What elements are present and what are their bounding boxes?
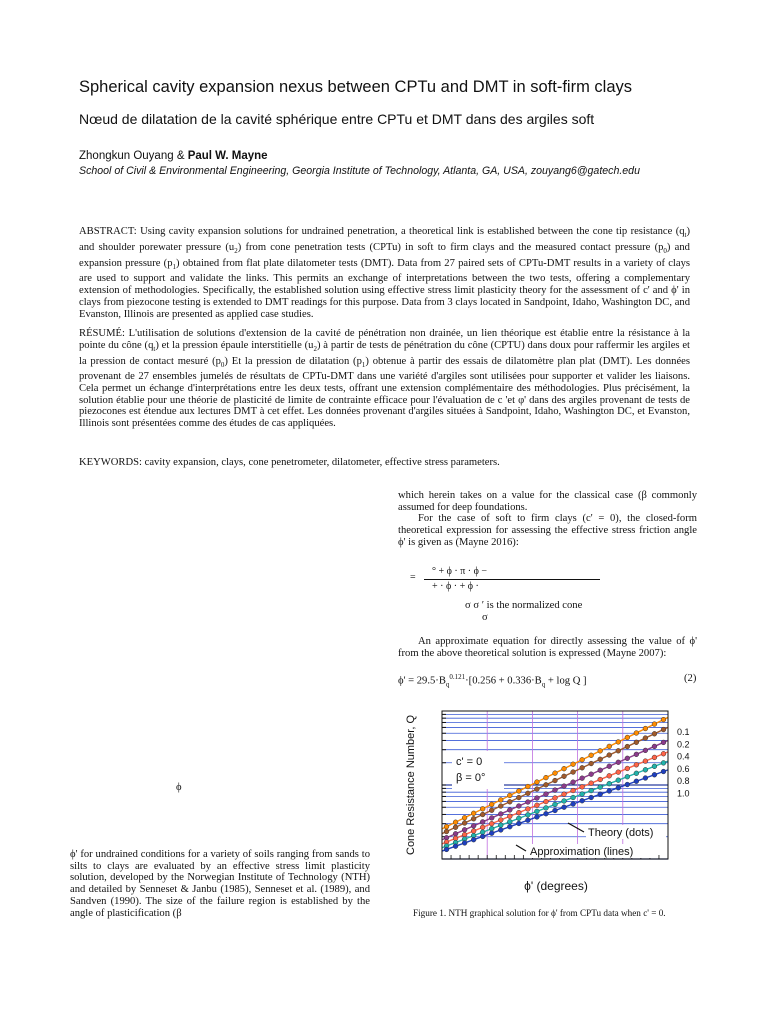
equation-2-number: (2) (684, 673, 697, 684)
legend-label-0.6: 0.6 (677, 763, 690, 774)
series-point-1.0 (507, 824, 512, 829)
series-point-0.8 (661, 760, 666, 765)
series-point-0.8 (507, 819, 512, 824)
series-point-1.0 (516, 821, 521, 826)
series-point-0.6 (571, 788, 576, 793)
series-point-0.8 (598, 785, 603, 790)
series-point-0.2 (652, 731, 657, 736)
series-point-0.6 (525, 807, 530, 812)
paper-subtitle: Nœud de dilatation de la cavité sphérique entre CPTu et DMT dans des argiles soft (79, 111, 595, 127)
series-point-0.8 (553, 802, 558, 807)
series-point-0.1 (525, 784, 530, 789)
series-point-1.0 (444, 847, 449, 852)
series-point-0.1 (589, 753, 594, 758)
series-point-0.6 (462, 832, 467, 837)
series-point-0.2 (444, 829, 449, 834)
series-point-0.4 (571, 780, 576, 785)
series-point-0.6 (516, 810, 521, 815)
resume-paragraph: RÉSUMÉ: L'utilisation de solutions d'extension de la cavité de pénétration non drainée, un lien théorique est établie entre la résistance à la pointe du cône $(q_t)$ et la pression épaule interstitielle $(u_2)$ à partir de tests de pénétration du cône (CPTU) dans doux pour raffermir les argiles et la pression de contact mesuré $(p_0)$ Et la pression de dilatation $(p_1)$ obtenue à partir des essais de dilatomètre plan plat (DMT). Les données provenant de 27 ensembles jumelés de résultats de CPTu-DMT dans une variété d'argiles sont utilisées pour supporter et valider les liaisons. Cela permet un échange d'interprétations entre les deux tests, offrant une extension complémentaire des méthodologies. Plus précisément, la solution établie pour une théorie de plasticité de limite de contrainte efficace pour l'évaluation de c 'et φ' dans des argiles provenant de tests de piezocones est étendue aux lectures DMT à cet effet. Les données provenant d'argiles situées à Sandpoint, Idaho, Washington DC, et Evanston, Illinois sont présentées comme des études de cas appliquées. (79, 328, 690, 430)
series-point-0.1 (471, 811, 476, 816)
author-second: Paul W. Mayne (187, 150, 268, 162)
series-point-0.1 (625, 735, 630, 740)
series-point-1.0 (562, 805, 567, 810)
series-point-0.4 (507, 808, 512, 813)
series-point-0.2 (553, 778, 558, 783)
right-para-2: For the case of soft to firm clays (c' = 0), the closed-form theoretical expression for assessing the effective stress friction angle ϕ' is given as (Mayne 2016): (398, 513, 697, 548)
series-point-0.2 (562, 774, 567, 779)
series-point-1.0 (462, 841, 467, 846)
series-point-0.2 (471, 816, 476, 821)
series-point-0.2 (607, 753, 612, 758)
series-point-0.1 (453, 820, 458, 825)
series-point-0.4 (453, 831, 458, 836)
paper-title: Spherical cavity expansion nexus between CPTu and DMT in soft-firm clays (79, 78, 632, 96)
series-point-0.4 (589, 772, 594, 777)
approx-arrow (516, 845, 526, 851)
equation-1: = ° + ϕ · π · ϕ − + · ϕ · + ϕ · (410, 566, 610, 596)
series-point-0.8 (562, 799, 567, 804)
series-point-0.6 (643, 759, 648, 764)
series-point-0.1 (661, 717, 666, 722)
series-point-0.8 (544, 806, 549, 811)
series-point-1.0 (535, 815, 540, 820)
legend-label-0.1: 0.1 (677, 727, 690, 737)
series-point-0.8 (652, 764, 657, 769)
series-point-0.1 (562, 766, 567, 771)
series-point-0.1 (634, 731, 639, 736)
series-point-1.0 (553, 808, 558, 813)
series-point-0.6 (535, 803, 540, 808)
series-point-0.1 (535, 780, 540, 785)
series-point-0.1 (544, 775, 549, 780)
series-point-0.6 (598, 777, 603, 782)
series-point-0.6 (607, 773, 612, 778)
series-point-0.2 (643, 736, 648, 741)
series-point-0.6 (471, 829, 476, 834)
series-point-0.8 (571, 795, 576, 800)
legend-label-0.2: 0.2 (677, 739, 690, 750)
annotation-beta: β = 0° (456, 772, 486, 784)
right-para-1: which herein takes on a value for the classical case (β commonly assumed for deep foundations. (398, 490, 697, 513)
series-point-0.6 (634, 762, 639, 767)
series-point-0.2 (525, 791, 530, 796)
series-point-0.1 (652, 722, 657, 727)
series-point-0.1 (643, 726, 648, 731)
series-point-1.0 (643, 776, 648, 781)
series-point-0.8 (489, 826, 494, 831)
series-point-0.2 (580, 765, 585, 770)
equation-1-note-sigma: σ (482, 612, 488, 623)
approx-label: Approximation (lines) (530, 846, 634, 858)
series-point-0.4 (480, 819, 485, 824)
series-point-0.8 (589, 788, 594, 793)
series-point-0.4 (634, 752, 639, 757)
phi-symbol: ϕ (176, 782, 182, 793)
series-point-0.4 (535, 796, 540, 801)
series-point-0.8 (625, 774, 630, 779)
theory-label: Theory (dots) (588, 827, 654, 839)
equation-2: $\phi' = 29.5\cdot B_q^{0.121}\cdot[0.256 + 0.336\cdot B_q + \log Q$ ] (398, 673, 587, 689)
series-point-0.4 (598, 768, 603, 773)
series-point-0.1 (607, 744, 612, 749)
series-point-0.1 (489, 802, 494, 807)
series-point-0.4 (471, 823, 476, 828)
right-para-3: An approximate equation for directly assessing the value of ϕ' from the above theoretical solution is expressed (Mayne 2007): (398, 636, 697, 659)
series-point-0.2 (616, 748, 621, 753)
series-point-0.6 (489, 821, 494, 826)
series-point-1.0 (453, 844, 458, 849)
series-point-0.2 (571, 770, 576, 775)
series-point-0.6 (544, 799, 549, 804)
series-point-0.8 (498, 823, 503, 828)
series-point-0.6 (553, 796, 558, 801)
series-point-0.1 (516, 789, 521, 794)
series-point-0.1 (571, 762, 576, 767)
series-point-1.0 (544, 811, 549, 816)
right-column-top (398, 490, 697, 549)
x-axis-label: ϕ' (degrees) (524, 879, 588, 893)
y-axis-label: Cone Resistance Number, Q (405, 714, 417, 856)
series-point-1.0 (607, 789, 612, 794)
series-point-0.1 (480, 806, 485, 811)
series-point-0.2 (625, 744, 630, 749)
series-point-0.6 (580, 784, 585, 789)
series-point-1.0 (571, 802, 576, 807)
series-point-0.6 (589, 781, 594, 786)
series-point-0.6 (616, 770, 621, 775)
series-point-0.4 (516, 804, 521, 809)
series-point-0.4 (544, 792, 549, 797)
series-point-0.2 (507, 799, 512, 804)
series-point-0.8 (616, 778, 621, 783)
series-point-0.1 (507, 793, 512, 798)
series-point-0.4 (553, 788, 558, 793)
series-point-0.6 (625, 766, 630, 771)
series-point-1.0 (634, 779, 639, 784)
series-point-0.1 (616, 740, 621, 745)
series-point-0.2 (489, 808, 494, 813)
series-point-0.8 (516, 816, 521, 821)
series-point-0.4 (489, 816, 494, 821)
series-point-0.8 (643, 767, 648, 772)
series-point-1.0 (480, 834, 485, 839)
series-point-1.0 (580, 798, 585, 803)
series-point-0.2 (535, 787, 540, 792)
series-point-0.2 (634, 740, 639, 745)
series-point-0.1 (598, 748, 603, 753)
series-point-1.0 (616, 785, 621, 790)
series-point-0.4 (498, 812, 503, 817)
legend-label-1.0: 1.0 (677, 788, 690, 799)
series-point-0.8 (580, 792, 585, 797)
series-point-0.4 (625, 756, 630, 761)
series-point-0.2 (589, 761, 594, 766)
series-point-1.0 (652, 772, 657, 777)
nth-chart (398, 705, 698, 901)
author-first: Zhongkun Ouyang & (79, 150, 188, 162)
figure-caption: Figure 1. NTH graphical solution for ϕ' from CPTu data when c' = 0. (413, 908, 666, 918)
series-point-0.8 (525, 812, 530, 817)
series-point-1.0 (598, 792, 603, 797)
series-point-0.2 (598, 757, 603, 762)
series-point-0.2 (453, 825, 458, 830)
series-point-0.6 (661, 751, 666, 756)
equation-1-note: σ σ ′ is the normalized cone (465, 600, 583, 611)
series-point-0.4 (462, 827, 467, 832)
abstract-paragraph: ABSTRACT: Using cavity expansion solutions for undrained penetration, a theoretical link is established between the cone tip resistance $(q_t)$ and shoulder porewater pressure $(u_2)$ from cone penetration tests (CPTu) in soft to firm clays and the measured contact pressure $(p_0)$ and expansion pressure $(p_1)$ obtained from flat plate dilatometer tests (DMT). Data from 27 paired sets of CPTu-DMT results in a variety of clays are used to support and validate the links. This permits an exchange of interpretations between the two tests, offering a complementary extension of methodologies. Specifically, the established solution using effective stress limit plasticity theory for the assessment of c' and ϕ' in clays from piezocone testing is extended to DMT readings for this purpose. Data from 3 clays located in Sandpoint, Idaho, Washington DC, and Evanston, Illinois are presented as applied case studies. (79, 226, 691, 320)
series-point-0.4 (580, 776, 585, 781)
series-point-0.1 (498, 798, 503, 803)
keywords-line: KEYWORDS: cavity expansion, clays, cone penetrometer, dilatometer, effective stress parameters. (79, 457, 500, 468)
series-point-0.6 (562, 792, 567, 797)
series-point-0.1 (553, 771, 558, 776)
series-point-0.2 (462, 821, 467, 826)
theory-arrow (568, 823, 584, 832)
chart-legend (677, 727, 690, 799)
series-point-1.0 (498, 828, 503, 833)
series-point-0.8 (535, 809, 540, 814)
series-point-1.0 (661, 769, 666, 774)
series-point-0.4 (525, 800, 530, 805)
series-point-0.8 (634, 771, 639, 776)
series-point-0.4 (607, 764, 612, 769)
series-point-0.2 (544, 782, 549, 787)
series-point-0.4 (643, 748, 648, 753)
legend-label-0.4: 0.4 (677, 751, 690, 762)
series-point-0.4 (652, 744, 657, 749)
series-point-0.2 (516, 795, 521, 800)
affiliation: School of Civil & Environmental Engineering, Georgia Institute of Technology, Atlanta, GA, USA, zouyang6@gatech.edu (79, 165, 640, 177)
series-point-0.1 (462, 815, 467, 820)
series-point-0.6 (498, 818, 503, 823)
series-point-0.4 (616, 760, 621, 765)
series-point-0.1 (580, 757, 585, 762)
series-point-0.6 (507, 814, 512, 819)
series-point-1.0 (589, 795, 594, 800)
series-point-1.0 (525, 818, 530, 823)
series-point-0.2 (480, 812, 485, 817)
series-point-0.2 (661, 727, 666, 732)
series-point-0.1 (444, 824, 449, 829)
series-point-0.8 (607, 781, 612, 786)
annotation-c0: c' = 0 (456, 756, 483, 768)
series-point-1.0 (489, 831, 494, 836)
series-point-0.2 (498, 804, 503, 809)
series-point-0.6 (652, 755, 657, 760)
left-column-paragraph: ϕ' for undrained conditions for a variety of soils ranging from sands to silts to clays are evaluated by an effective stress limit plasticity solution, developed by the Norwegian Institute of Technology (NTH) and detailed by Senneset & Janbu (1985), Senneset et al. (1989), and Sandven (1990). The size of the failure region is established by the angle of plasticification (β (70, 849, 370, 919)
series-point-0.4 (562, 784, 567, 789)
series-point-1.0 (471, 837, 476, 842)
series-point-0.4 (661, 740, 666, 745)
series-point-0.6 (480, 825, 485, 830)
series-point-1.0 (625, 782, 630, 787)
author-line (79, 150, 268, 162)
legend-label-0.8: 0.8 (677, 776, 690, 787)
